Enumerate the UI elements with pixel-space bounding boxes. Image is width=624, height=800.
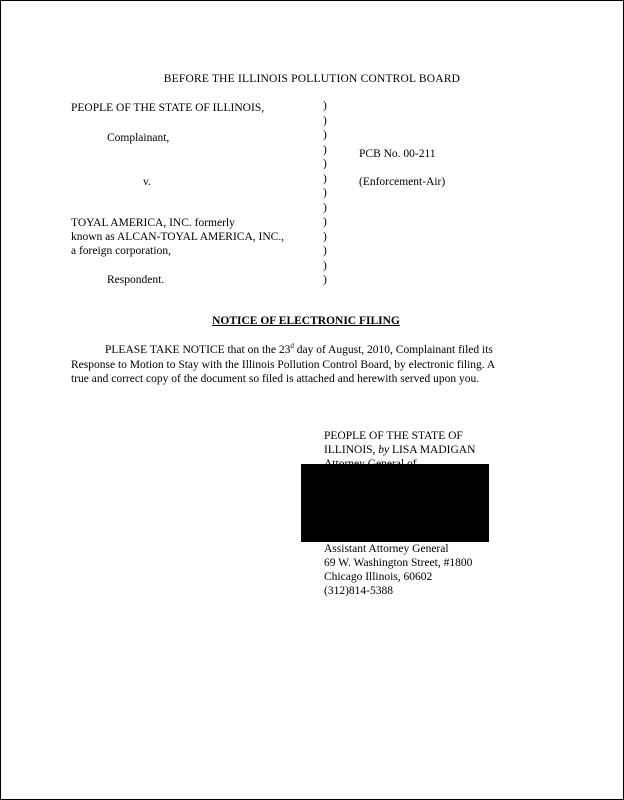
caption-paren: ): [323, 158, 327, 170]
signature-text: LISA MADIGAN: [389, 444, 476, 456]
case-type: (Enforcement-Air): [359, 176, 446, 188]
versus-label: v.: [143, 176, 151, 188]
caption-paren: ): [323, 230, 327, 243]
notice-body: [71, 343, 531, 387]
respondent-name-line3: a foreign corporation,: [71, 245, 171, 257]
complainant-label: Complainant,: [107, 132, 170, 144]
caption-paren: ): [323, 274, 327, 286]
body-line-3: true and correct copy of the document so filed is attached and herewith served upon you.: [71, 373, 480, 385]
board-heading: BEFORE THE ILLINOIS POLLUTION CONTROL BOARD: [163, 73, 461, 85]
redaction-block: [301, 464, 489, 542]
case-number: PCB No. 00-211: [359, 148, 436, 160]
plaintiff-name: PEOPLE OF THE STATE OF ILLINOIS,: [71, 102, 265, 114]
caption-paren: ): [323, 187, 327, 199]
signature-party-line1: PEOPLE OF THE STATE OF: [324, 430, 463, 442]
signature-title: Assistant Attorney General: [324, 543, 449, 555]
caption-paren: ): [323, 259, 327, 272]
signature-phone: (312)814-5388: [324, 585, 393, 597]
body-text: PLEASE TAKE NOTICE that on the 23: [105, 344, 291, 356]
caption-paren: ): [323, 245, 327, 257]
caption-paren: ): [323, 172, 327, 185]
respondent-name-line1: TOYAL AMERICA, INC. formerly: [71, 217, 235, 229]
body-text: day of August, 2010, Complainant filed its: [293, 344, 493, 356]
signature-text: ILLINOIS,: [324, 444, 379, 456]
caption-paren: ): [323, 143, 327, 156]
caption-paren: ): [323, 201, 327, 214]
respondent-name-line2: known as ALCAN-TOYAL AMERICA, INC.,: [71, 231, 285, 243]
notice-title: NOTICE OF ELECTRONIC FILING: [212, 315, 400, 327]
caption-divider: [323, 99, 333, 288]
signature-address-line2: Chicago Illinois, 60602: [324, 571, 433, 583]
respondent-label: Respondent.: [107, 274, 165, 286]
ordinal-suffix: d: [290, 342, 294, 351]
body-line-2: Response to Motion to Stay with the Illinois Pollution Control Board, by electronic filing. A: [71, 358, 496, 371]
caption-paren: ): [323, 114, 327, 127]
caption-paren: ): [323, 100, 327, 112]
caption-paren: ): [323, 216, 327, 228]
signature-by: by: [378, 444, 390, 456]
signature-address-line1: 69 W. Washington Street, #1800: [324, 557, 473, 569]
body-line-1: [71, 343, 531, 358]
signature-party-line2: [324, 443, 475, 458]
caption-paren: ): [323, 129, 327, 141]
